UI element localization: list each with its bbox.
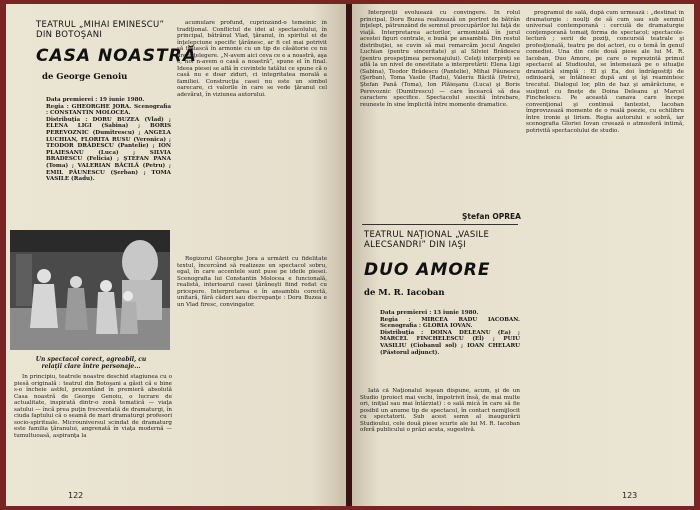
right-column-1-bottom (360, 388, 520, 488)
left-kicker-line2: DIN BOTOŞANI (36, 30, 103, 40)
left-article-title: CASA NOASTRĂ (36, 46, 197, 66)
left-column-2-top (177, 20, 327, 252)
left-col2-paragraph: acumulare profund, cuprinzând-o temeinic în tradiţional. Conflictul de idei al spectacolului, în principal, bătrânul Vlad, ţăranul, în spiritul ei de înţelepciune specific ţărănesc, ar fi cel mai potrivit să trăiască în armonie cu un tip de căsătorie ce nu are înţelegere. „N-avem aici ceva ce e a noastră, aşa e, noi n-avem o casă a noastră”, spune el în final. Ideea piesei se află în cuvintele tatălui ce spune că o casă nu e doar ziduri, ci integritatea morală a familiei. Construcţia casei nu este un simbol oarecare, ci valorile în care se vede ţăranul cel adevărat, în viziunea autorului. (177, 20, 327, 99)
left-page (6, 4, 346, 506)
right-credits (380, 310, 520, 356)
right-kicker-line1: TEATRUL NAŢIONAL „VASILE (364, 230, 490, 240)
right-col2-paragraph: programul de sală, după cum urmează : „destinat în dramaturgie : noulţi de să cum sau sub semnul universal contemporană : cerculâ de dramaturgie conţemporană tomaiţ forma de spectacol; spectacole-lectură ; serii de poziţi, concursiă teatrale şi profesţională, teatru pe doi actori, cu o temă în genul comediei. Una din cele două piese ale lui M. R. Iacoban, Duo Amore, pe care o reprezintă primul spectacol al Studioului, se întemeiază pe o situaţie dramatică simplă : El şi Ea, doi îndrăgostiţi de odinioară, se întâlnesc după ani şi îşi reamintesc trecutul. Dialogul lor, plin de haz şi amărăciune, e susţinut cu fineţe de Doina Deleanu şi Marcel Finchelescu. Pe această canava care începe convenţional şi continuă fantezist, Iacoban împrovızează momente de o reală poezie, cu echilibru între ironie şi lirism. Regia autorului e sobră, iar scenografia Gloriei Iovan creează o atmosferă intimă, potrivită spectacolului de studio. (526, 10, 684, 134)
right-col1-bottom-paragraph: Iată că Naţionalul ieşean dispune, acum, şi de un Studio (proiect mai vechi, împotrivit însă, de mai multe ori, iniţial sau mai întârziat) : o sală mică în care să fie posibil un anume tip de spectacol, în contact nemijlocit cu spectatorii. Sub acest semn al inaugurării Studioului, cele două piese scurte ale lui M. R. Iacoban oferă publicului o prăzi acuta, sugestivă. (360, 388, 520, 434)
right-column-2 (526, 10, 684, 480)
left-credits-distributia: Distribuţia : DORU BUZEA (Vlad) ; ELENA LIGI (Sabina) ; BORIS PEREVOZNIC (Dumitrescu) ; ANGELA LUCHIAN, FLORITA RUSU (Veronica) ; TEODOR DRĂDESCU (Pantelie) ; ION PLAIESANU (Luca) ; SILVIA BRADESCU (Felicia) ; ŞTEFAN PANA (Toma) ; VALERIAN BĂCILĂ (Petru) ; EMIL PĂUNESCU (Şerban) ; TOMA VASILE (Radu). (46, 116, 171, 183)
right-credits-premiere: Data premierei : 13 iunie 1980. (380, 310, 479, 316)
section-divider (362, 224, 518, 225)
left-col1-paragraph: În principiu, teatrele noastre deschid stagiunea cu o piesă originală : teatrul din Botoşani a găsit că e bine s-o încheie astfel, prezentând în premieră absolută Casa noastră de George Genoiu, o lucrare de actualitate, inspirată dintr-o zonă tematică — viaţa satului — încă prea puţin frecventată de dramaturgi, în ciuda faptului că o seamă de mari dramaturgi profesori socio-spirituale. Microuniversul scindat de dramaturg este familia ţăranului, angrenată în viaţa modernă — tumultuoasă, aspiranţa la (14, 374, 172, 439)
left-byline: de George Genoiu (42, 72, 128, 82)
right-article-title: DUO AMORE (364, 260, 491, 280)
right-credits-distributia: Distribuţia : DOINA DELEANU (Ea) ; MARCEL FINCHELESCU (El) ; PUIU VASILIU (Ciobanul sol) ; IOAN CHELARU (Păstorul adjunct). (380, 329, 520, 356)
stage-photo-image (10, 230, 170, 350)
left-credits-regia: Regia : GHEORGHE JORA. Scenografia : CONSTANTIN MOLOCEA. (46, 103, 171, 117)
left-credits (46, 97, 171, 183)
right-page (352, 4, 694, 506)
stage-photo (10, 230, 170, 350)
left-page-number: 122 (68, 491, 84, 500)
right-kicker-line2: ALECSANDRI” DIN IAŞI (364, 240, 466, 250)
photo-caption (12, 356, 170, 370)
right-credits-regia: Regia : MIRCEA RADU IACOBAN. Scenografia : GLORIA IOVAN. (380, 316, 520, 330)
review-signature: Ştefan OPREA (462, 212, 521, 221)
right-byline: de M. R. Iacoban (364, 288, 445, 298)
photo-caption-line1: Un spectacol corect, agreabil, cu (35, 356, 147, 363)
right-col1-top-paragraph: Interpreţii evoluează cu convingere. În rolul principal, Doru Buzea realizează un portret de bătrân înţelept, pătrunzând de semnul preocupărilor lui faţă de viaţă. Interpretarea actorilor, armonizată în jurul acestei figuri centrale, e bună pe ansamblu. Din restul distribuţiei, se cuvin să mai remarcăm jocul Angelei Luchian (pentru sinceritate) şi al Silviei Brădescu (pentru prospeţimea personajului). Celeţi interpreţi se află la un nivel de onestitate a interpretării: Elena Ligi (Sabina), Teodor Brădescu (Pantelie), Mihai Păunescu (Şerban), Toma Vasile (Radu), Valeriu Băcilă (Petru), Ştefan Pană (Toma), Ion Plăieşanu (Luca) şi Boris Perevoznic (Dumitrescu) — care încearcă să dea caractere specifice. Spectacolul suscită întrebare, reuneste în sine împlicită între momente dramatice. (360, 10, 520, 108)
right-page-number: 123 (622, 491, 638, 500)
left-col2-bottom-paragraph: Regizorul Gheorghe Jora a urmărit cu fidelitate textul, încercând să realizeze un spectacol sobru, egal, în care accentele sunt puse pe ideile piesei. Scenografia lui Constantin Molocea e funcională, realistă, interioarul casei ţărăneşti fiind redat cu pricepere. Interpretarea e în ansamblu corectă, unitară, fără căderi sau discrepanţe : Doru Buzea e un Vlad firesc, convingator. (177, 256, 327, 308)
left-column-2-bottom (177, 256, 327, 486)
left-credits-premiere: Data premierei : 19 iunie 1980. (46, 97, 145, 103)
right-column-1-top (360, 10, 520, 210)
left-kicker-line1: TEATRUL „MIHAI EMINESCU” (36, 20, 165, 30)
left-column-1-bottom (14, 374, 172, 484)
photo-caption-line2: relaţii clare între personaje... (41, 363, 141, 370)
